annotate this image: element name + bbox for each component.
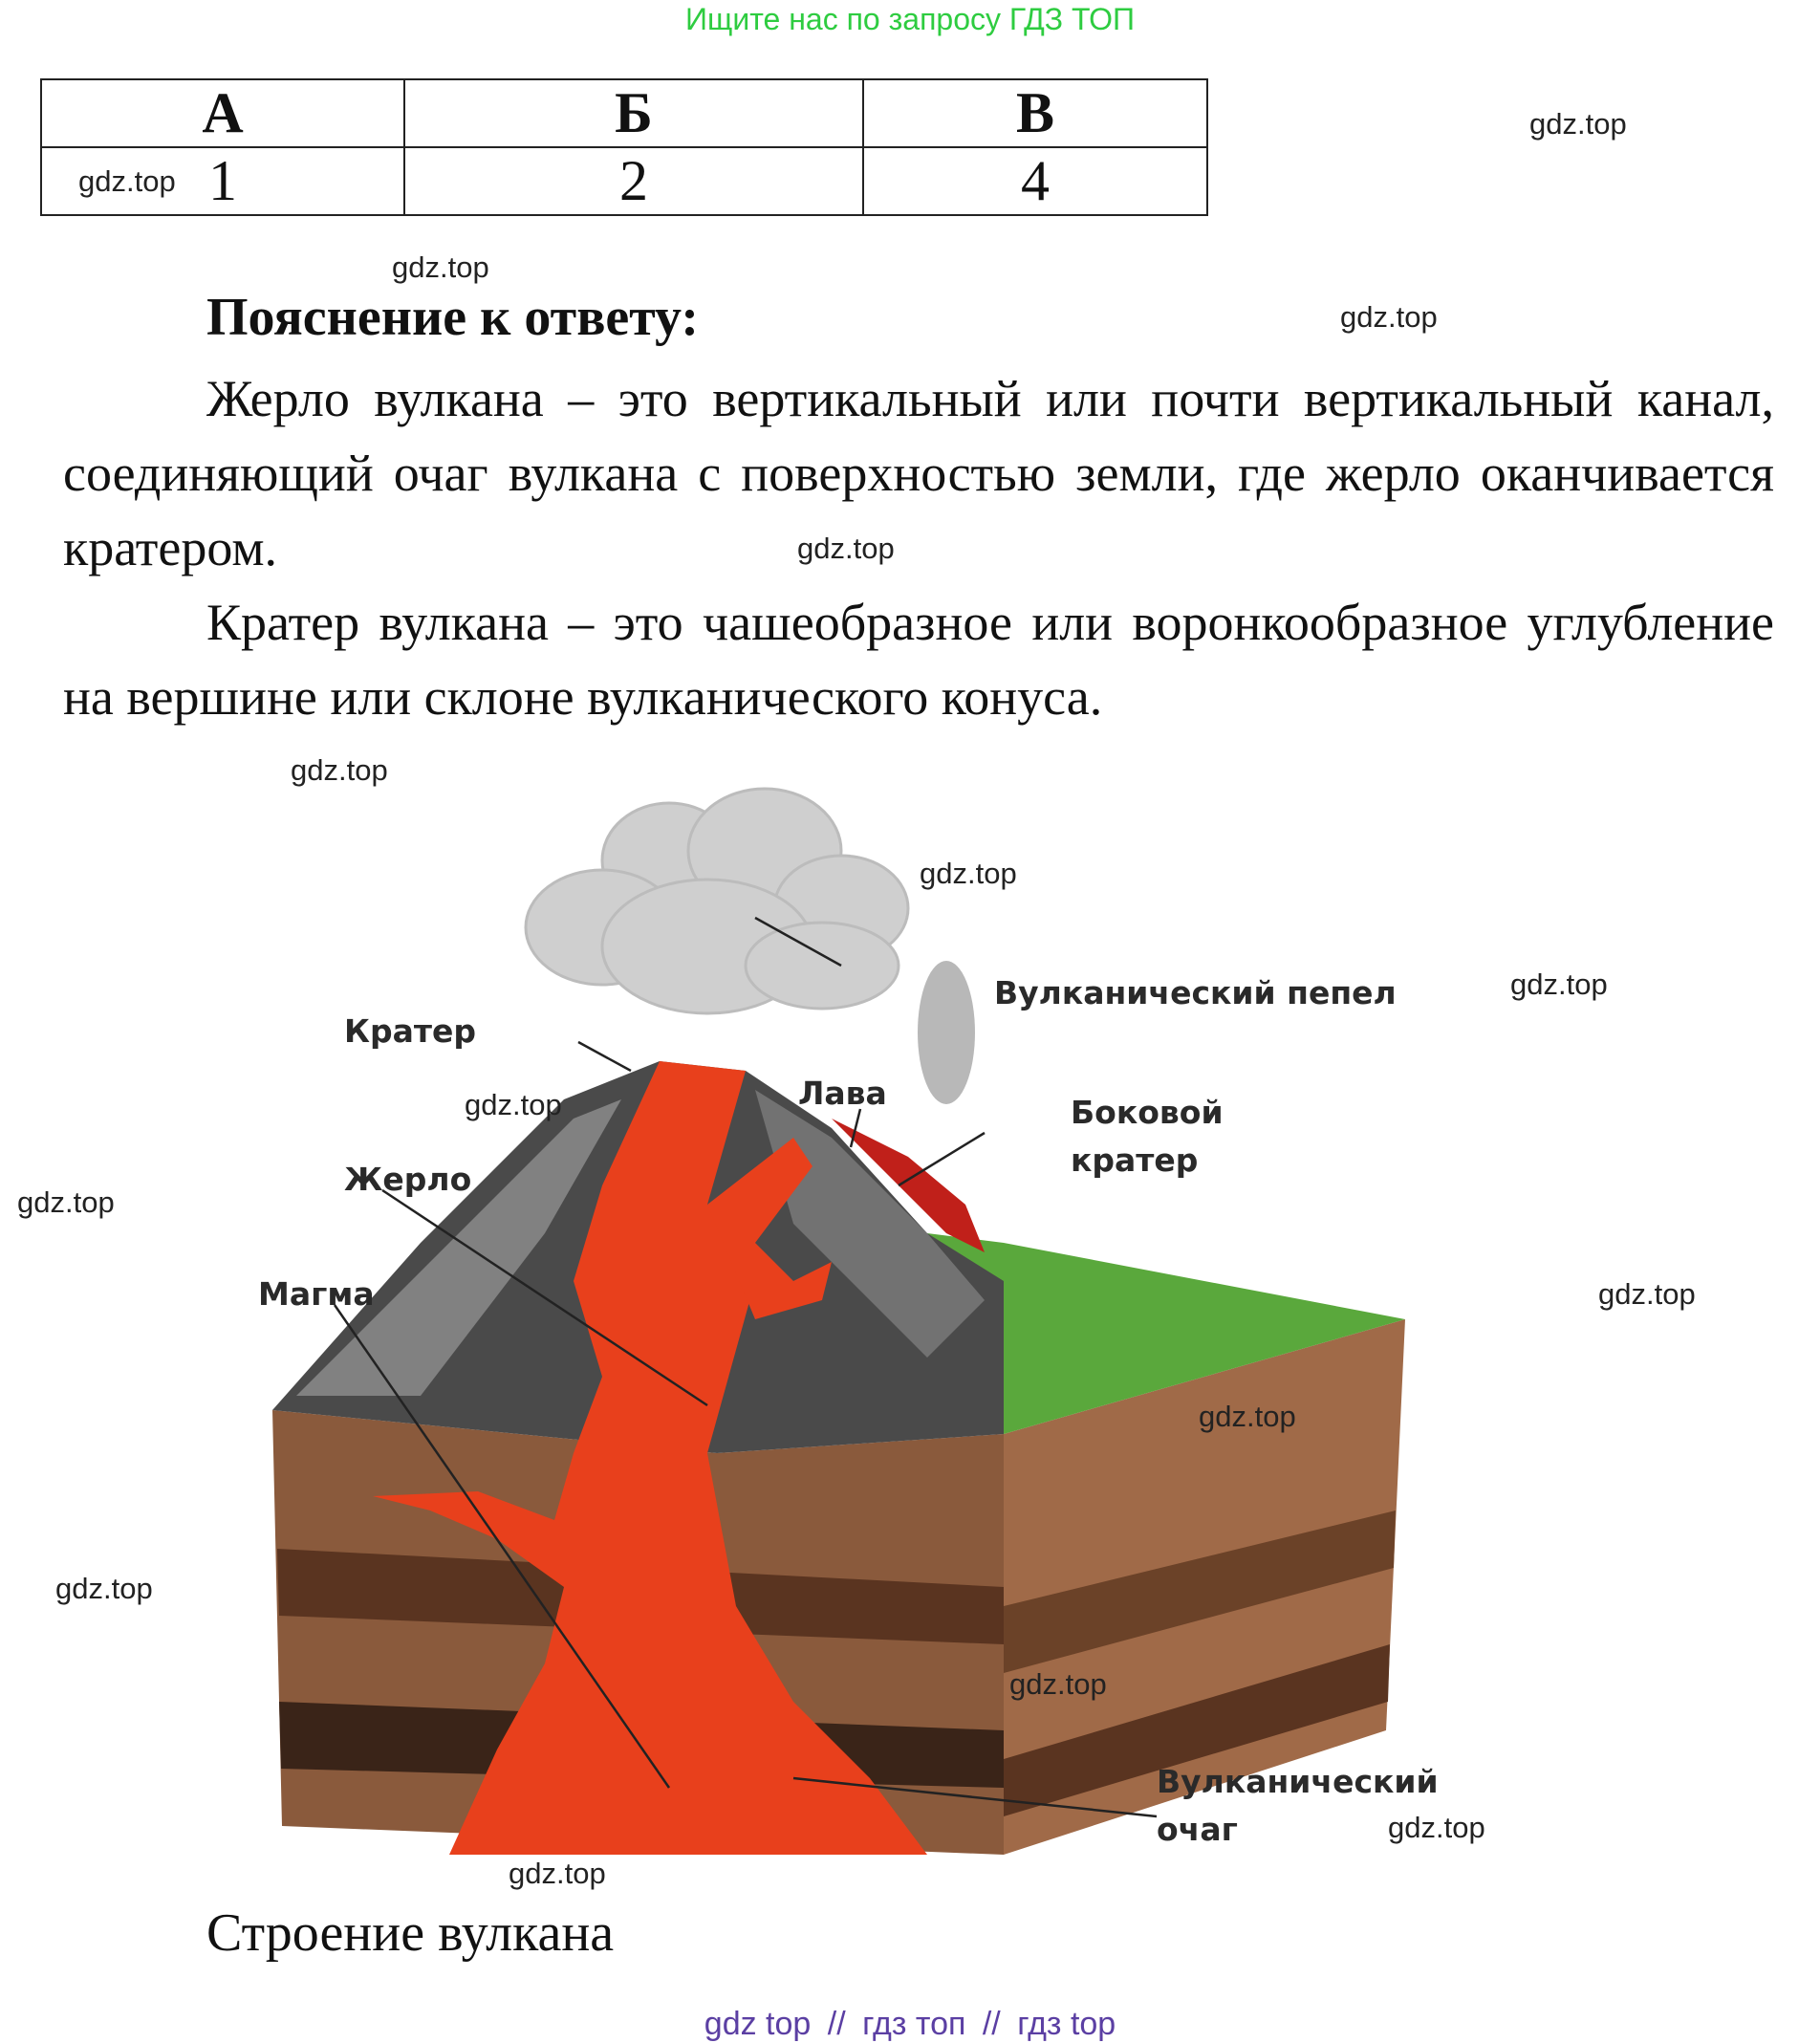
smoke-plume [918,961,975,1104]
watermark: gdz.top [797,532,895,565]
table-header-v: В [863,79,1207,147]
watermark: gdz.top [1199,1400,1296,1433]
table-cell-v: 4 [863,147,1207,215]
label-chamber-2: очаг [1157,1811,1238,1848]
label-lava: Лава [798,1075,887,1112]
label-chamber-1: Вулканический [1157,1763,1439,1800]
label-magma: Магма [258,1275,375,1313]
watermark: gdz.top [1388,1811,1485,1844]
watermark: gdz.top [1009,1667,1107,1701]
label-vent: Жерло [344,1161,472,1198]
table-cell-b: 2 [404,147,863,215]
watermark: gdz.top [392,250,489,284]
watermark: gdz.top [17,1185,115,1219]
footer-separator: // [827,2006,846,2042]
figure-caption: Строение вулкана [206,1903,615,1963]
watermark: gdz.top [1529,107,1627,141]
watermark: gdz.top [291,753,388,787]
search-hint: Ищите нас по запросу ГДЗ ТОП [685,2,1135,36]
watermark: gdz.top [78,164,176,198]
footer-links [0,2006,1820,2043]
table-header-b: Б [404,79,863,147]
watermark: gdz.top [465,1088,562,1121]
paragraph-crater: Кратер вулкана – это чашеобразное или воронкообразное углубление на вершине или склоне вулканического конуса. [63,594,1774,726]
volcano-diagram [258,784,1520,1883]
footer-link[interactable]: гдз топ [862,2006,966,2042]
label-crater: Кратер [344,1012,476,1050]
paragraph-vent: Жерло вулкана – это вертикальный или почти вертикальный канал, соединяющий очаг вулкана с поверхностью земли, где жерло оканчивается кратером. [63,370,1774,576]
label-side-crater-1: Боковой [1071,1094,1224,1131]
explanation-heading: Пояснение к ответу: [206,288,699,347]
watermark: gdz.top [55,1572,153,1605]
watermark: gdz.top [920,857,1017,890]
watermark: gdz.top [1510,967,1608,1001]
table-cell-a: 1 [41,147,404,215]
footer-link[interactable]: gdz top [704,2006,812,2042]
label-side-crater-2: кратер [1071,1141,1199,1179]
watermark: gdz.top [1598,1277,1696,1311]
watermark: gdz.top [1340,300,1438,334]
label-ash: Вулканический пепел [994,974,1397,1011]
watermark: gdz.top [509,1857,606,1890]
answer-table [40,78,1208,216]
ash-cloud [526,789,908,1013]
footer-separator: // [982,2006,1001,2042]
table-header-a: А [41,79,404,147]
footer-link[interactable]: гдз top [1017,2006,1116,2042]
